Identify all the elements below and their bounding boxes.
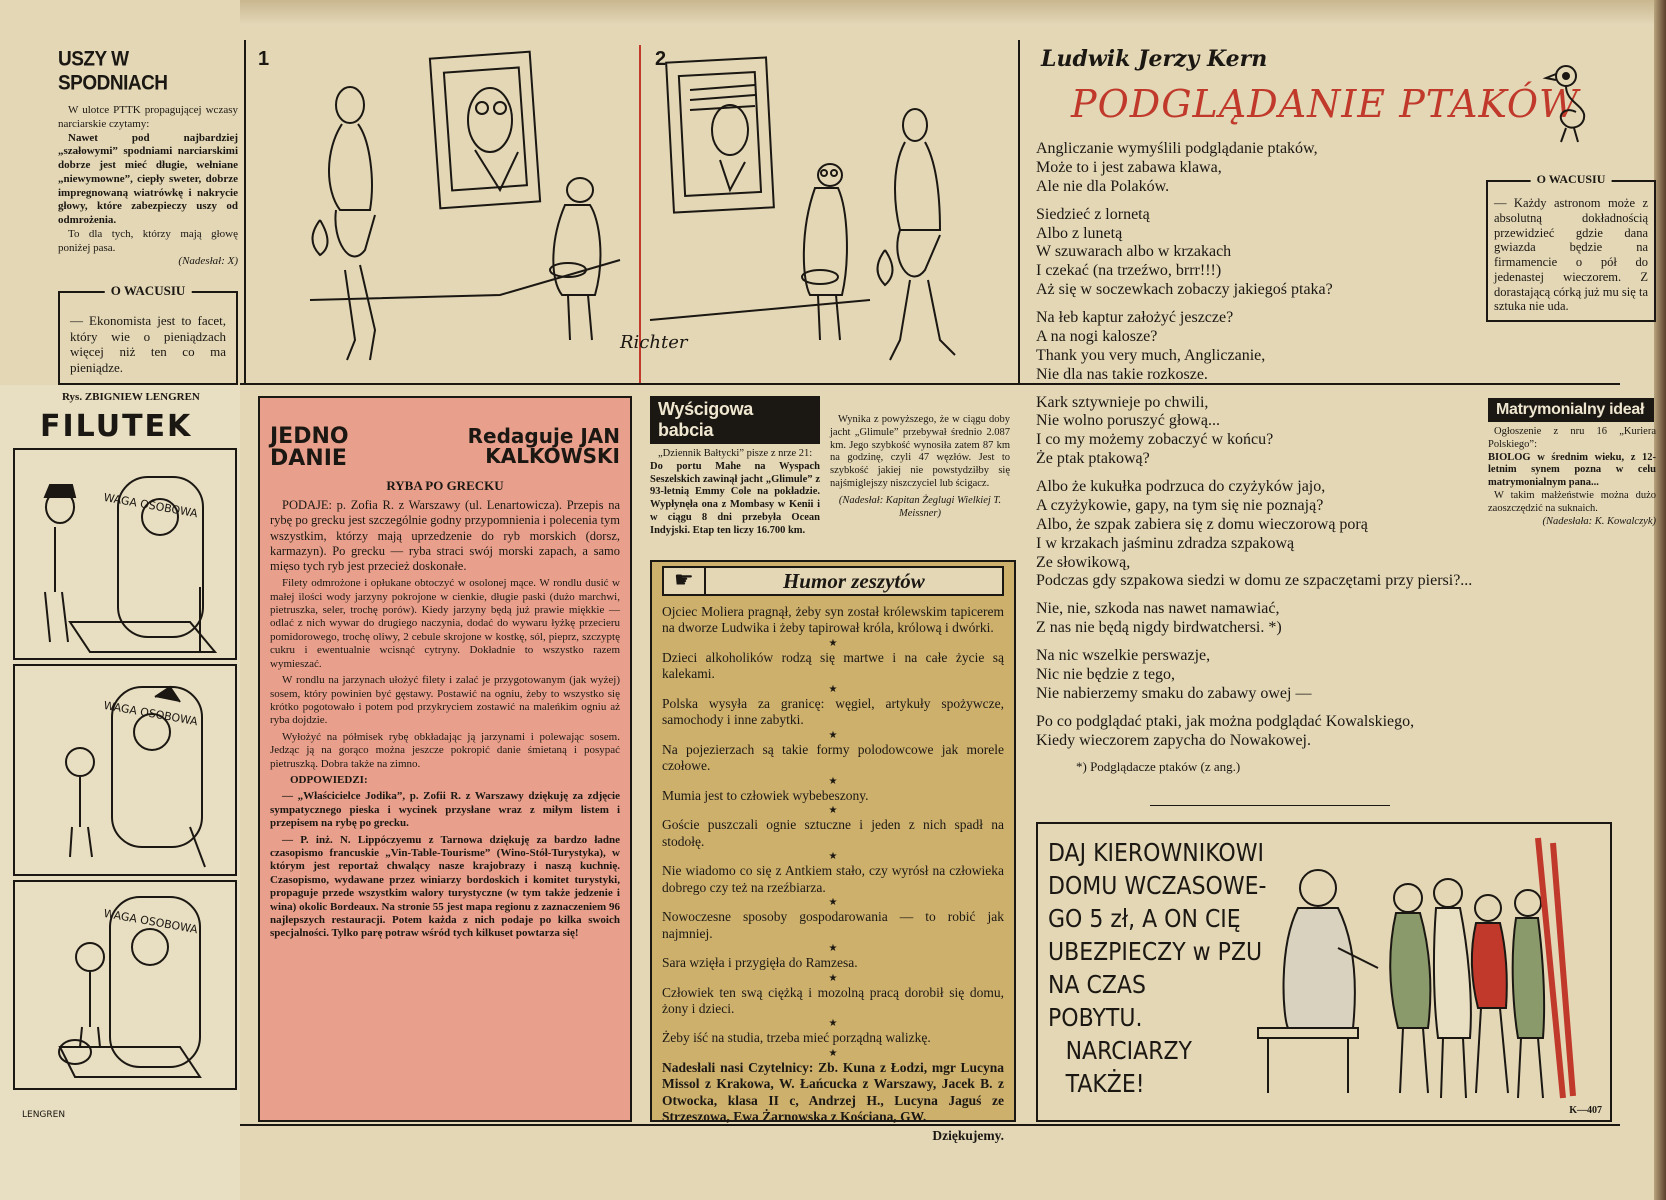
poem-line: Thank you very much, Angliczanie,	[1036, 346, 1266, 364]
humor-item: Żeby iść na studia, trzeba mieć porządną walizkę.	[662, 1030, 931, 1046]
matrymonialny-signature: (Nadesłała: K. Kowalczyk)	[1542, 515, 1656, 527]
recipe-answer-1: — „Właścicielce Jodika”, p. Zofii R. z Warszawy dziękuję za zdjęcie sympatycznego pieska i wycinek przysłane wraz z miłym listem i przepisem na rybę po grecku.	[270, 790, 620, 830]
uszy-signature: (Nadesłał: X)	[178, 255, 238, 268]
richter-signature: Richter	[620, 332, 688, 353]
poem-line: Nie, nie, szkoda nas nawet namawiać,	[1036, 600, 1280, 618]
wacusiu-title-right: O WACUSIU	[1531, 172, 1612, 187]
divider	[1018, 40, 1020, 385]
humor-item: Na pojezierzach są takie formy polodowcowe jak morele czołowe.	[662, 741, 1004, 774]
panel-number-2: 2	[655, 48, 666, 70]
poem-stanza	[1036, 309, 1461, 385]
poem-stanza	[1036, 647, 1461, 704]
humor-thanks: Dziękujemy.	[932, 1127, 1004, 1143]
humor-item: Człowiek ten swą ciężką i mozolną pracą dorobił się domu, żony i dzieci.	[662, 984, 1004, 1016]
pzu-ad	[1036, 822, 1612, 1122]
recipe-p3: W rondlu na jarzynach ułożyć filety i zalać je przygotowanym (jak wyżej) sosem, który powinien być gęstawy. Postawić na ogniu, żeby to wszystko się krótko pogotowało i potem pod przykryciem zostawić na maleńkim ogniu aż ryba dojdzie.	[270, 674, 620, 727]
poem-stanza	[1036, 713, 1556, 751]
wacusiu-text-left: — Ekonomista jest to facet, który wie o pieniądzach więcej niż ten co ma pieniądze.	[70, 313, 226, 375]
pzu-ad-illustration	[1238, 828, 1608, 1118]
recipe-box	[258, 396, 632, 1122]
comic-richter	[250, 40, 1020, 385]
panel-number-1: 1	[258, 48, 269, 70]
humor-title: Humor zeszytów	[782, 568, 925, 593]
poem-line: Kark sztywnieje po chwili,	[1036, 393, 1209, 411]
bird-icon	[1536, 56, 1596, 146]
poem-line: Ale nie dla Polaków.	[1036, 177, 1170, 195]
babcia-text-a: „Dziennik Bałtycki” pisze z nrze 21:	[658, 448, 813, 459]
humor-item: Nowoczesne sposoby gospodarowania — to robić jak najmniej.	[662, 909, 1004, 941]
poem-line: Ze słowikową,	[1036, 553, 1131, 571]
humor-header	[662, 566, 1004, 596]
pzu-ad-line: UBEZPIECZY w PZU	[1048, 937, 1263, 966]
poem-stanza	[1036, 600, 1461, 638]
recipe-dish-name: RYBA PO GRECKU	[386, 478, 504, 493]
matrymonialny-comment: W takim małżeństwie można dużo zaoszczędzić na suknaich.	[1488, 489, 1656, 514]
humor-item: Ojciec Moliera pragnął, żeby syn został królewskim tapicerem na dworze Ludwika i żeby tapirował króla, królową i dwórki.	[662, 604, 1004, 636]
recipe-body	[270, 498, 620, 941]
poem-line: Po co podglądać ptaki, jak można podglądać Kowalskiego,	[1036, 712, 1415, 730]
filutek-credit: Rys. ZBIGNIEW LENGREN	[62, 391, 200, 403]
uszy-quote: Nawet pod najbardziej „szałowymi” spodniami narciarskimi dobrze jest mieć długie, wełniane „niewymowne”, ciepły sweter, dobrze impregnowaną wiatrówkę i nakrycie głowy, które zabezpieczy uszy od odmrożenia.	[58, 131, 238, 226]
poem-line: I co my możemy zobaczyć w końcu?	[1036, 431, 1274, 449]
poem-author: Ludwik Jerzy Kern	[1041, 46, 1268, 72]
divider	[1150, 805, 1390, 806]
poem-line: Na łeb kaptur założyć jeszcze?	[1036, 309, 1234, 326]
pzu-ad-line: NARCIARZY	[1065, 1036, 1193, 1065]
poem-line: I czekać (na trzeźwo, brrr!!!)	[1036, 262, 1222, 280]
pointing-hand-icon: ☛	[664, 568, 706, 594]
humor-box	[650, 560, 1016, 1143]
humor-senders: Nadesłali nasi Czytelnicy: Zb. Kuna z Łodzi, mgr Lucyna Missol z Krakowa, W. Łańcucka z Warszawy, Jacek B. z Otwocka, klasa II c, Andrzej H., Lucyna Jaguś ze Strzeszowa, Ewa Żarnowska z Kościana, GW.	[662, 1059, 1004, 1125]
scale-label-3: WAGA OSOBOWA	[102, 906, 199, 937]
pzu-ad-code: K—407	[1569, 1105, 1602, 1116]
poem-line: Podczas gdy szpakowa siedzi w domu ze szpaczętami przy piersi?...	[1036, 572, 1473, 590]
poem-line: Angliczanie wymyślili podglądanie ptaków,	[1036, 140, 1318, 157]
poem-line: Nie dla nas takie rozkosze.	[1036, 365, 1208, 383]
uszy-title: USZY W SPODNIACH	[58, 47, 168, 96]
matrymonialny-section	[1488, 398, 1656, 548]
poem-line: Aż się w soczewkach zobaczy jakiegoś ptaka?	[1036, 281, 1333, 299]
scale-label-2: WAGA OSOBOWA	[102, 698, 199, 729]
poem-line: Albo z lunetą	[1036, 224, 1123, 242]
divider	[244, 40, 246, 385]
poem-line: Siedzieć z lornetą	[1036, 205, 1150, 223]
babcia-text-c: Wynika z powyższego, że w ciągu doby jacht „Glimule” przebywał średnio 2.087 km. Jego szybkość wynosiła zatem 87 km na godzinę, czyli 47 węzłów. Jest to szybkość jakiej nie powstydziłby się najśmiglejszy niszczyciel lub ścigacz.	[830, 414, 1010, 489]
poem-line: Albo że kukułka podrzuca do czyżyków jajo,	[1036, 478, 1326, 495]
filutek-illustration	[0, 447, 240, 1192]
poem-line: Z nas nie będą nigdy birdwatchersi. *)	[1036, 619, 1282, 637]
uszy-comment: To dla tych, którzy mają głowę poniżej pasa.	[58, 227, 238, 254]
matrymonialny-quote: BIOLOG w średnim wieku, z 12-letnim synem pozna w celu matrymonialnym pana...	[1488, 451, 1656, 489]
pzu-ad-line: GO 5 zł, A ON CIĘ	[1048, 904, 1241, 933]
binding-top	[240, 0, 1666, 26]
humor-item: Polska wysyła za granicę: węgiel, artykuły spożywcze, samochody i inne zabytki.	[662, 695, 1004, 728]
recipe-answers-title: ODPOWIEDZI:	[290, 773, 368, 786]
matrymonialny-title: Matrymonialny ideał	[1488, 398, 1654, 422]
poem-line: Albo, że szpak zabiera się z domu wieczorową porą	[1036, 515, 1368, 533]
recipe-header-right: Redaguje JAN KALKOWSKI	[467, 424, 620, 468]
humor-item: Goście puszczali ognie sztuczne i jeden z nich spadł na stodołę.	[662, 817, 1004, 849]
pzu-ad-line: DAJ KIEROWNIKOWI	[1048, 838, 1264, 867]
humor-item: Nie wiadomo co się z Antkiem stało, czy wyrósł na człowieka dobrego czy też na rzeźbiarza.	[662, 863, 1004, 895]
poem-stanza	[1036, 140, 1461, 197]
humor-item: Dzieci alkoholików rodzą się martwe i na całe życie są kalekami.	[662, 649, 1004, 682]
uszy-column	[58, 47, 238, 380]
uszy-intro: W ulotce PTTK propagującej wczasy narciarskie czytamy:	[58, 104, 238, 130]
lengren-signature: LENGREN	[22, 1110, 66, 1120]
recipe-p4: Wyłożyć na półmisek rybę obkładając ją jarzynami i polewając sosem. Jedząc ją na gorąco można jeszcze pokropić danie śmietaną i posypać pietruszką. Dobra także na zimno.	[270, 730, 620, 770]
wacusiu-right-column	[1486, 172, 1656, 355]
poem-line: I w krzakach jaśminu zdradza szpakową	[1036, 534, 1295, 552]
poem-line: Na nic wszelkie perswazje,	[1036, 647, 1211, 664]
poem-line: Nic nie będzie z tego,	[1036, 665, 1176, 683]
poem-footnote: *) Podglądacze ptaków (z ang.)	[1076, 759, 1241, 775]
pzu-ad-text	[1048, 836, 1266, 1100]
poem-stanza	[1036, 206, 1461, 300]
recipe-p1: PODAJE: p. Zofia R. z Warszawy (ul. Lenartowicza). Przepis na rybę po grecku jest szczególnie godny przypomnienia i polecenia tym wszystkim, którzy mają uprzedzenie do ryb morskich (dorsz, karmazyn). Po grecku — ryba straci swój morski zapach, a samo mięso tych ryb jest przecież doskonałe.	[270, 498, 620, 573]
recipe-answer-2: — P. inż. N. Lippóczyemu z Tarnowa dziękuję za bardzo ładne czasopismo francuskie „Vin-Table-Tourisme” (Wino-Stół-Turystyka), w którym jest reportaż chwalący nasze krajobrazy i naszą kuchnię. Czasopismo, wydawane przez winiarzy bordoskich i komitet turystyki, propaguje przede wszystkim walory turystyczne (w tym także jedzenie i wina) okolic Bordeaux. Na stronie 55 jest mapa regionu z zaznaczeniem 96 najlepszych restauracji. Potem każda z nich podaje po kilka swoich specjalności. Tylko parę potraw wśród tych kilkuset powtarza się!	[270, 833, 620, 940]
recipe-header-left: JEDNO DANIE	[270, 424, 349, 471]
humor-list: Ojciec Moliera pragnął, żeby syn został królewskim tapicerem na dworze Ludwika i żeby tapirował króla, królową i dwórki. ★ Dzieci alkoholików rodzą się martwe i na całe życie są kalekami. ★ Polska wysyła za granicę: węgiel, artykuły spożywcze, samochody i inne zabytki. ★ Na pojezierzach są takie formy polodowcowe jak morele czołowe. ★ Mumia jest to człowiek wybebeszony. ★ Goście puszczali ognie sztuczne i jeden z nich spadł na stodołę. ★ Nie wiadomo co się z Antkiem stało, czy wyrósł na człowieka dobrego czy też na rzeźbiarza. ★ Nowoczesne sposoby gospodarowania — to robić jak najmniej. ★ Sara wzięła i przygięła do Ramzesa. ★ Człowiek ten swą ciężką i mozolną pracą dorobił się domu, żony i dzieci. ★ Żeby iść na studia, trzeba mieć porządną walizkę. ★ Nadesłali nasi Czytelnicy: Zb. Kuna z Łodzi, mgr Lucyna Missol z Krakowa, W. Łańcucka z Warszawy, Jacek B. z Otwocka, klasa II c, Andrzej H., Lucyna Jaguś ze Strzeszowa, Ewa Żarnowska z Kościana, GW. Dziękujemy.	[662, 604, 1004, 1143]
wacusiu-box-left	[58, 283, 238, 385]
poem-line: Nie wolno poruszyć głową...	[1036, 412, 1220, 430]
poem-stanza	[1036, 394, 1461, 470]
poem-line: Może to i jest zabawa klawa,	[1036, 158, 1222, 176]
poem-line: Kiedy wieczorem zapycha do Nowakowej.	[1036, 731, 1311, 749]
poem-line: A na nogi kalosze?	[1036, 327, 1158, 345]
poem-line: W szuwarach albo w krzakach	[1036, 243, 1232, 261]
pzu-ad-line: POBYTU.	[1048, 1003, 1143, 1032]
poem-line: Że ptak ptakową?	[1036, 450, 1150, 468]
poem-line: A czyżykowie, gapy, na tym się nie poznają?	[1036, 496, 1324, 514]
divider-bottom	[240, 1124, 1620, 1126]
filutek-strip	[0, 385, 240, 1200]
wacusiu-text-right: — Każdy astronom może z absolutną dokładnością przewidzieć gdzie dana gwiazda będzie na firmamencie o pół do jedenastej wieczorem. Z dorastającą córką już mu się ta sztuka nie uda.	[1494, 196, 1648, 314]
pzu-ad-line: DOMU WCZASOWE-	[1048, 871, 1267, 900]
pzu-ad-line: TAKŻE!	[1065, 1069, 1145, 1098]
poem-body	[1036, 140, 1473, 750]
pzu-ad-line: NA CZAS	[1048, 970, 1146, 999]
wacusiu-title-left: O WACUSIU	[105, 283, 192, 299]
recipe-p2: Filety odmrożone i opłukane obtoczyć w osolonej mące. W rondlu dusić w małej ilości wody jarzyny pokrojone w cienkie, długie paski (dużo marchwi, pietruszka, seler, trochę porów). Kiedy jarzyny będą już prawie miękkie — odlać z nich wywar do drugiego naczynia, dodać do wywaru łyżkę przecieru pomidorowego, trochę oliwy, 2 cebule skrojone w kostkę, sól, pieprz, szczyptę cukru i ewentualnie wcisnąć cytryny. Dokładnie to wszystko razem wymieszać.	[270, 577, 620, 670]
babcia-title: Wyścigowa babcia	[650, 396, 820, 444]
scale-label-1: WAGA OSOBOWA	[102, 490, 199, 521]
filutek-title: FILUTEK	[40, 408, 193, 444]
recipe-header	[270, 406, 620, 470]
humor-item: Mumia jest to człowiek wybebeszony.	[662, 787, 869, 803]
babcia-signature: (Nadesłał: Kapitan Żeglugi Wielkiej T. Meissner)	[838, 494, 1002, 519]
babcia-section	[650, 396, 1010, 556]
babcia-text-b: Do portu Mahe na Wyspach Seszelskich zawinął jacht „Glimule” z 93-letnią Emmy Cole na pokładzie. Wypłynęła ona z Mombasy w Kenii i w ciągu 8 dni przebyła Ocean Indyjski. Etap ten liczy 16.700 km.	[650, 460, 820, 536]
poem-line: Nie nabierzemy smaku do zabawy owej —	[1036, 684, 1312, 702]
humor-item: Sara wzięła i przygięła do Ramzesa.	[662, 955, 858, 971]
poem-title: PODGLĄDANIE PTAKÓW	[1071, 82, 1580, 126]
wacusiu-box-right	[1486, 172, 1656, 322]
matrymonialny-intro: Ogłoszenie z nru 16 „Kuriera Polskiego”:	[1488, 426, 1656, 450]
